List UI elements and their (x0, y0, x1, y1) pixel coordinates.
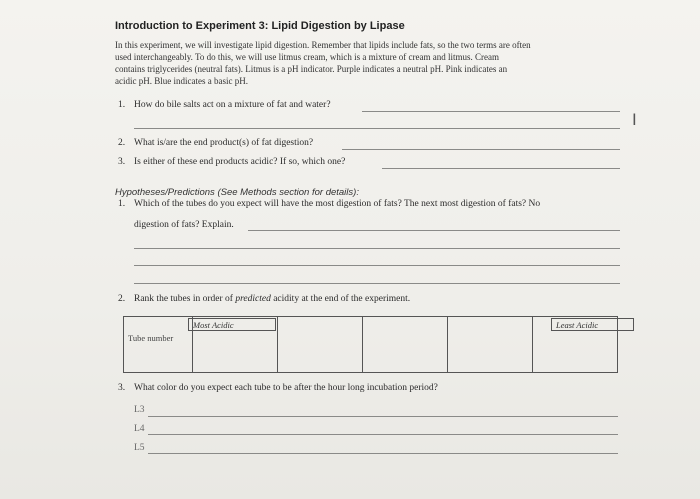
answer-line[interactable] (362, 111, 620, 112)
prediction-2-text-a: Rank the tubes in order of (134, 294, 236, 304)
intro-paragraph (115, 39, 635, 87)
answer-line[interactable] (342, 149, 620, 150)
rank-cell[interactable] (533, 317, 618, 373)
prediction-2-text-italic: predicted (235, 294, 271, 304)
least-acidic-label: Least Acidic (551, 318, 634, 331)
prediction-1-text: Which of the tubes do you expect will have the most digestion of fats? The next most digestion of fats? No (134, 199, 541, 209)
tube-number-label: Tube number (124, 317, 193, 373)
most-acidic-label: Most Acidic (188, 318, 276, 331)
intro-line: In this experiment, we will investigate lipid digestion. Remember that lipids include fats, so the two terms are often (115, 40, 531, 50)
answer-line[interactable] (148, 434, 618, 435)
answer-line[interactable] (134, 283, 620, 284)
prediction-2-text (134, 294, 410, 304)
answer-line[interactable] (382, 168, 620, 169)
answer-line[interactable] (134, 128, 620, 129)
question-3-number: 3. (118, 157, 126, 167)
hypotheses-heading: Hypotheses/Predictions (See Methods section for details): (115, 187, 359, 198)
prediction-2-text-b: acidity at the end of the experiment. (270, 294, 411, 304)
answer-line[interactable] (148, 453, 618, 454)
tube-label: L5 (134, 443, 145, 453)
intro-line: used interchangeably. To do this, we will use litmus cream, which is a mixture of cream and litmus. Cream (115, 52, 500, 62)
question-1-number: 1. (118, 100, 126, 110)
answer-line[interactable] (148, 416, 618, 417)
answer-line[interactable] (134, 265, 620, 266)
prediction-3-text: What color do you expect each tube to be after the hour long incubation period? (134, 383, 438, 393)
rank-cell[interactable] (448, 317, 533, 373)
question-3-text: Is either of these end products acidic? If so, which one? (134, 157, 346, 167)
question-1-text: How do bile salts act on a mixture of fat and water? (134, 100, 331, 110)
prediction-3-number: 3. (118, 383, 126, 393)
prediction-1-number: 1. (118, 199, 126, 209)
answer-line[interactable] (248, 230, 620, 231)
rank-table (123, 316, 618, 373)
page-title: Introduction to Experiment 3: Lipid Digestion by Lipase (115, 20, 405, 32)
prediction-1-text-cont: digestion of fats? Explain. (134, 220, 234, 230)
tube-label: L4 (134, 424, 145, 434)
rank-cell[interactable] (363, 317, 448, 373)
question-2-text: What is/are the end product(s) of fat digestion? (134, 138, 314, 148)
tube-label: L3 (134, 405, 145, 415)
text-cursor-icon: I (632, 110, 637, 129)
intro-line: acidic pH. Blue indicates a basic pH. (115, 76, 248, 86)
question-2-number: 2. (118, 138, 126, 148)
intro-line: contains triglycerides (neutral fats). Litmus is a pH indicator. Purple indicates a neutral pH. Pink indicates an (115, 64, 508, 74)
rank-cell[interactable] (193, 317, 278, 373)
rank-cell[interactable] (278, 317, 363, 373)
answer-line[interactable] (134, 248, 620, 249)
prediction-2-number: 2. (118, 294, 126, 304)
